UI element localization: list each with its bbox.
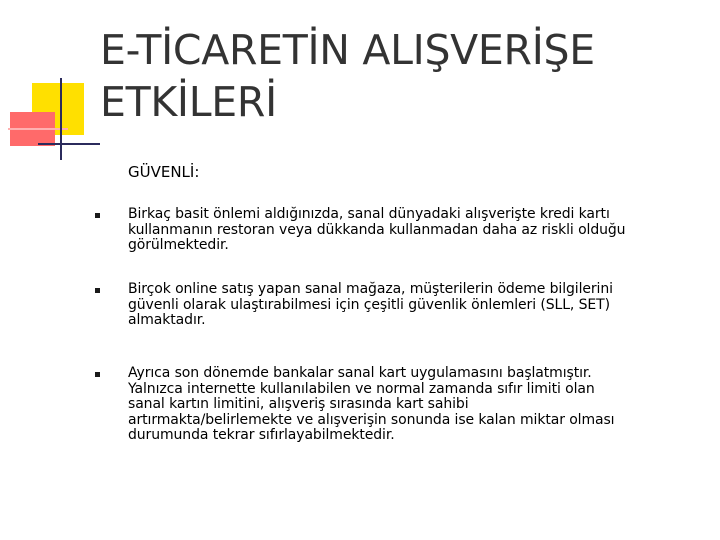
bullet-line: durumunda tekrar sıfırlayabilmektedir. [128, 427, 395, 444]
bullet-line: Birkaç basit önlemi aldığınızda, sanal dünyadaki alışverişte kredi kartı [128, 206, 610, 222]
square-bullet-icon [95, 288, 100, 293]
bullet-text [128, 207, 688, 254]
title-line-2: ETKİLERİ [100, 78, 277, 126]
square-bullet-icon [95, 372, 100, 377]
bullet-line: Birçok online satış yapan sanal mağaza, müşterilerin ödeme bilgilerini [128, 281, 613, 297]
slide-decoration [0, 0, 100, 170]
bullet-line: Yalnızca internette kullanılabilen ve normal zamanda sıfır limiti olan [128, 380, 595, 397]
bullet-line: Ayrıca son dönemde bankalar sanal kart uygulamasını başlatmıştır. [128, 365, 592, 381]
bullet-line: kullanmanın restoran veya dükkanda kullanmadan daha az riskli olduğu [128, 221, 626, 238]
square-bullet-icon [95, 213, 100, 218]
bullet-text [128, 366, 688, 444]
subheading: GÜVENLİ: [128, 163, 200, 181]
slide-title [100, 24, 700, 128]
pink-line-decoration [8, 128, 68, 130]
bullet-line: güvenli olarak ulaştırabilmesi için çeşitli güvenlik önlemleri (SLL, SET) [128, 296, 610, 313]
bullet-line: almaktadır. [128, 312, 206, 329]
vertical-line-decoration [60, 78, 62, 160]
horizontal-line-decoration [38, 143, 100, 145]
bullet-line: görülmektedir. [128, 237, 229, 254]
bullet-text [128, 282, 688, 329]
bullet-line: artırmakta/belirlemekte ve alışverişin sonunda ise kalan miktar olması [128, 411, 615, 428]
title-line-1: E-TİCARETİN ALIŞVERİŞE [100, 26, 595, 74]
bullet-line: sanal kartın limitini, alışveriş sırasında kart sahibi [128, 396, 469, 413]
